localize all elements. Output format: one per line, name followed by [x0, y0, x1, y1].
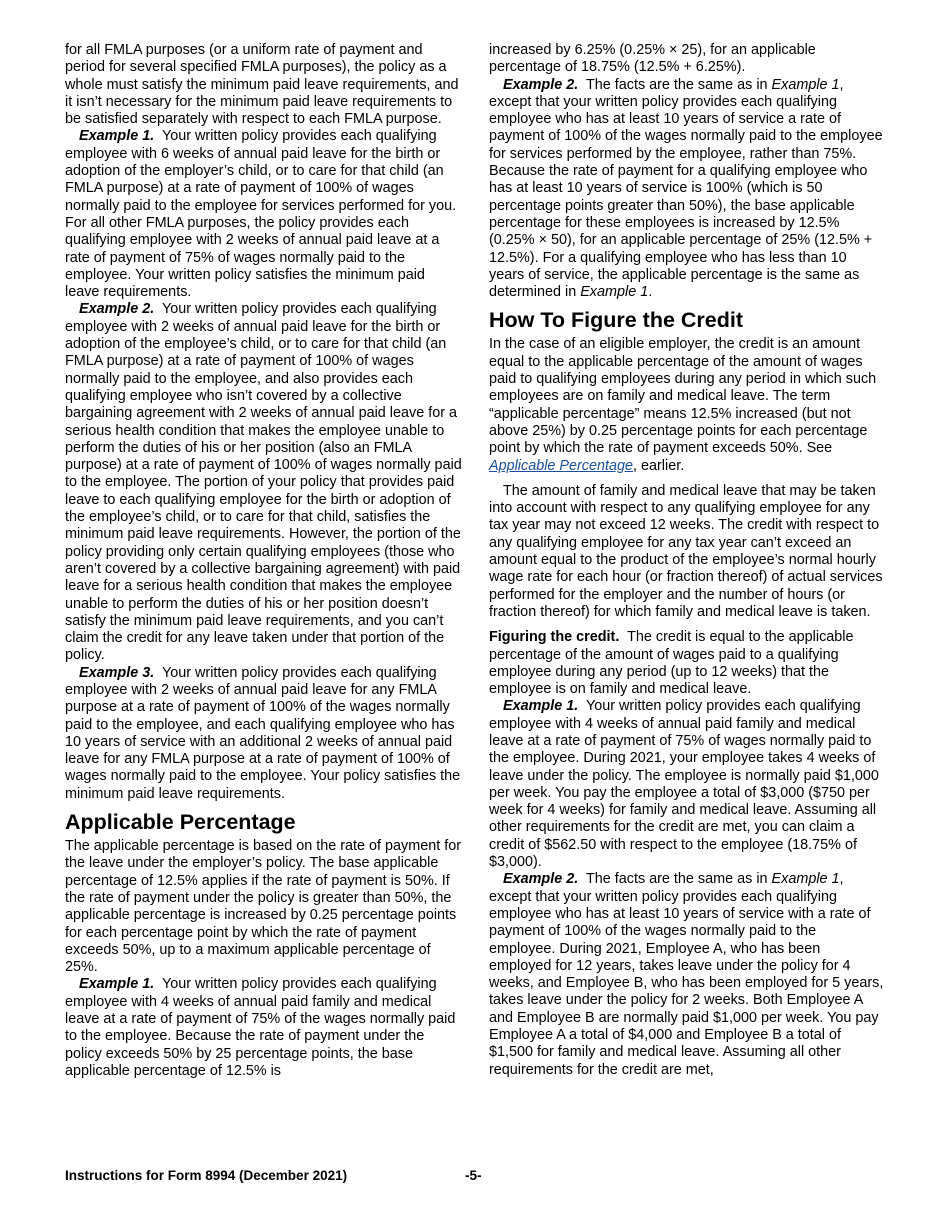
example-reference: Example 1 [771, 76, 840, 93]
example-text: , except that your written policy provides each qualifying employee who has at least 10 years of service a rate of payment of 100% of the wages normally paid to the employee for services performed by the employee, rather than 75%. Because the rate of payment for a qualifying employee who has at least 10 years of service is 100% (which is 50 percentage points greater than 50%), the base applicable percentage for these employees is increased by 12.5% (0.25% × 50), for an applicable percentage of 25% (12.5% + 12.5%). For a qualifying employee who has less than 10 years of service, the applicable percentage is the same as determined in [489, 76, 883, 301]
applicable-example-1-continuation: increased by 6.25% (0.25% × 25), for an applicable percentage of 18.75% (12.5% + 6.25%). [489, 42, 816, 76]
heading-applicable-percentage: Applicable Percentage [65, 810, 296, 835]
example-text: , except that your written policy provides each qualifying employee who has at least 10 years of service with a rate of payment of 100% of the wages normally paid to the employee. During 2021, Employee A, who has been employed for 12 years, takes leave under the policy for 4 weeks, and Employee B, who has been employed for 5 years, takes leave under the policy for 2 weeks. Both Employee A and Employee B are normally paid $1,000 per week. You pay Employee A a total of $4,000 and Employee B a total of $1,500 for family and medical leave. Assuming all other requirements for the credit are met, [489, 871, 884, 1078]
example-text: The facts are the same as in [585, 871, 772, 888]
example-text: Your written policy provides each qualifying employee with 6 weeks of annual paid leave for the birth or adoption of the employer’s child, or to care for that child (an FMLA purpose) at a rate of payment of 100% of wages normally paid to the employee for services performed for you. For all other FMLA purposes, the policy provides each qualifying employee with 2 weeks of annual paid leave at a rate of payment of 75% of wages normally paid to the employee. Your written policy satisfies the minimum paid leave requirements. [65, 128, 457, 301]
example-label: Example 1. [79, 976, 155, 993]
intro-continuation: for all FMLA purposes (or a uniform rate of payment and period for several specified FMLA purposes), the policy as a whole must satisfy the minimum paid leave requirements, and it isn’t necessary for the minimum paid leave requirements to be satisfied separately with respect to each FMLA purpose. [65, 42, 459, 128]
figuring-credit-paragraph [489, 629, 885, 698]
footer-form-title: Instructions for Form 8994 (December 2021) [65, 1168, 348, 1183]
example-reference: Example 1 [771, 871, 840, 888]
example-label: Example 2. [79, 301, 155, 318]
paragraph-text: , earlier. [633, 457, 685, 474]
example-text: Your written policy provides each qualifying employee with 2 weeks of annual paid leave for any FMLA purpose at a rate of payment of 100% of the wages normally paid to the employee, and each qualifying employee who has 10 years of service with an additional 2 weeks of annual paid leave for any FMLA purpose at a rate of payment of 100% of wages normally paid to the employee. Your policy satisfies the minimum paid leave requirements. [65, 664, 461, 802]
figure-credit-paragraph [489, 336, 885, 474]
example-label: Example 3. [79, 664, 155, 681]
figuring-example-2-paragraph [489, 871, 885, 1079]
applicable-percentage-link[interactable]: Applicable Percentage [489, 457, 634, 474]
applicable-example-1-paragraph [65, 976, 462, 1080]
example-label: Example 1. [503, 698, 579, 715]
example-label: Example 2. [503, 76, 579, 93]
example-text: The facts are the same as in [585, 76, 772, 93]
figuring-example-1-paragraph [489, 698, 885, 871]
example-text: . [648, 284, 653, 301]
applicable-percentage-paragraph: The applicable percentage is based on the rate of payment for the leave under the employer’s policy. The base applicable percentage of 12.5% applies if the rate of payment is 50%. If the rate of payment under the policy is greater than 50%, the applicable percentage is increased by 0.25 percentage points for each percentage point by which the rate of payment exceeds 50%, up to a maximum applicable percentage of 25%. [65, 838, 461, 976]
page-number: -5- [465, 1168, 482, 1183]
paragraph-text: In the case of an eligible employer, the credit is an amount equal to the applicable percentage of the amount of wages paid to qualifying employees during any period in which such employees are on family and medical leave. The term “applicable percentage” means 12.5% increased (but not above 25%) by 0.25 percentage points for each percentage point by which the rate of payment exceeds 50%. See [489, 336, 877, 457]
example-reference: Example 1 [580, 284, 649, 301]
heading-how-to-figure-credit: How To Figure the Credit [489, 308, 744, 333]
figuring-credit-label: Figuring the credit. [489, 629, 620, 646]
example-3-paragraph [65, 665, 462, 803]
right-column [489, 42, 885, 1079]
example-label: Example 2. [503, 871, 579, 888]
example-1-paragraph [65, 128, 462, 301]
example-2-paragraph [65, 301, 462, 664]
applicable-example-2-paragraph [489, 77, 885, 302]
amount-of-leave-paragraph: The amount of family and medical leave that may be taken into account with respect to any qualifying employee for any tax year may not exceed 12 weeks. The credit with respect to any qualifying employee for any tax year can’t exceed an amount equal to the product of the employee’s normal hourly wage rate for each hour (or fraction thereof) of actual services performed for the employer and the number of hours (or fraction thereof) for which family and medical leave is taken. [489, 482, 883, 620]
left-column [65, 42, 462, 1080]
example-text: Your written policy provides each qualifying employee with 4 weeks of annual paid family and medical leave at a rate of payment of 75% of wages normally paid to the employee. During 2021, your employee takes 4 weeks of leave under the policy. The employee is normally paid $1,000 per week. You pay the employee a total of $3,000 ($750 per week for 4 weeks) for family and medical leave. Assuming all other requirements for the credit are met, you can claim a credit of $562.50 with respect to the employee (18.75% of $3,000). [489, 698, 879, 871]
example-label: Example 1. [79, 128, 155, 145]
example-text: Your written policy provides each qualifying employee with 4 weeks of annual paid family and medical leave at a rate of payment of 75% of the wages normally paid to the employee. Because the rate of payment under the policy exceeds 50% by 25 percentage points, the base applicable percentage of 12.5% is [65, 976, 456, 1079]
example-text: Your written policy provides each qualifying employee with 2 weeks of annual paid leave for the birth or adoption of the employee’s child, or to care for that child (an FMLA purpose) at a rate of payment of 100% of wages normally paid to the employee, and also provides each qualifying employee who isn’t covered by a collective bargaining agreement with 2 weeks of annual paid leave for a serious health condition that makes the employee unable to perform the duties of his or her position (also an FMLA purpose) at a rate of payment of 100% of wages normally paid to the employee. The portion of your policy that provides paid leave to each qualifying employee for the birth or adoption of the employee’s child, or to care for that child, satisfies the minimum paid leave requirements. However, the portion of the policy providing only certain qualifying employees (those who aren’t covered by a collective bargaining agreement) with paid leave for a serious health condition that makes the employee unable to perform the duties of his or her position doesn’t satisfy the minimum paid leave requirements, and you can’t claim the credit for any leave taken under that portion of the policy. [65, 301, 462, 664]
paragraph-text: The credit is equal to the applicable percentage of the amount of wages paid to a qualifying employee during any period (up to 12 weeks) that the employee is on family and medical leave. [489, 629, 854, 698]
